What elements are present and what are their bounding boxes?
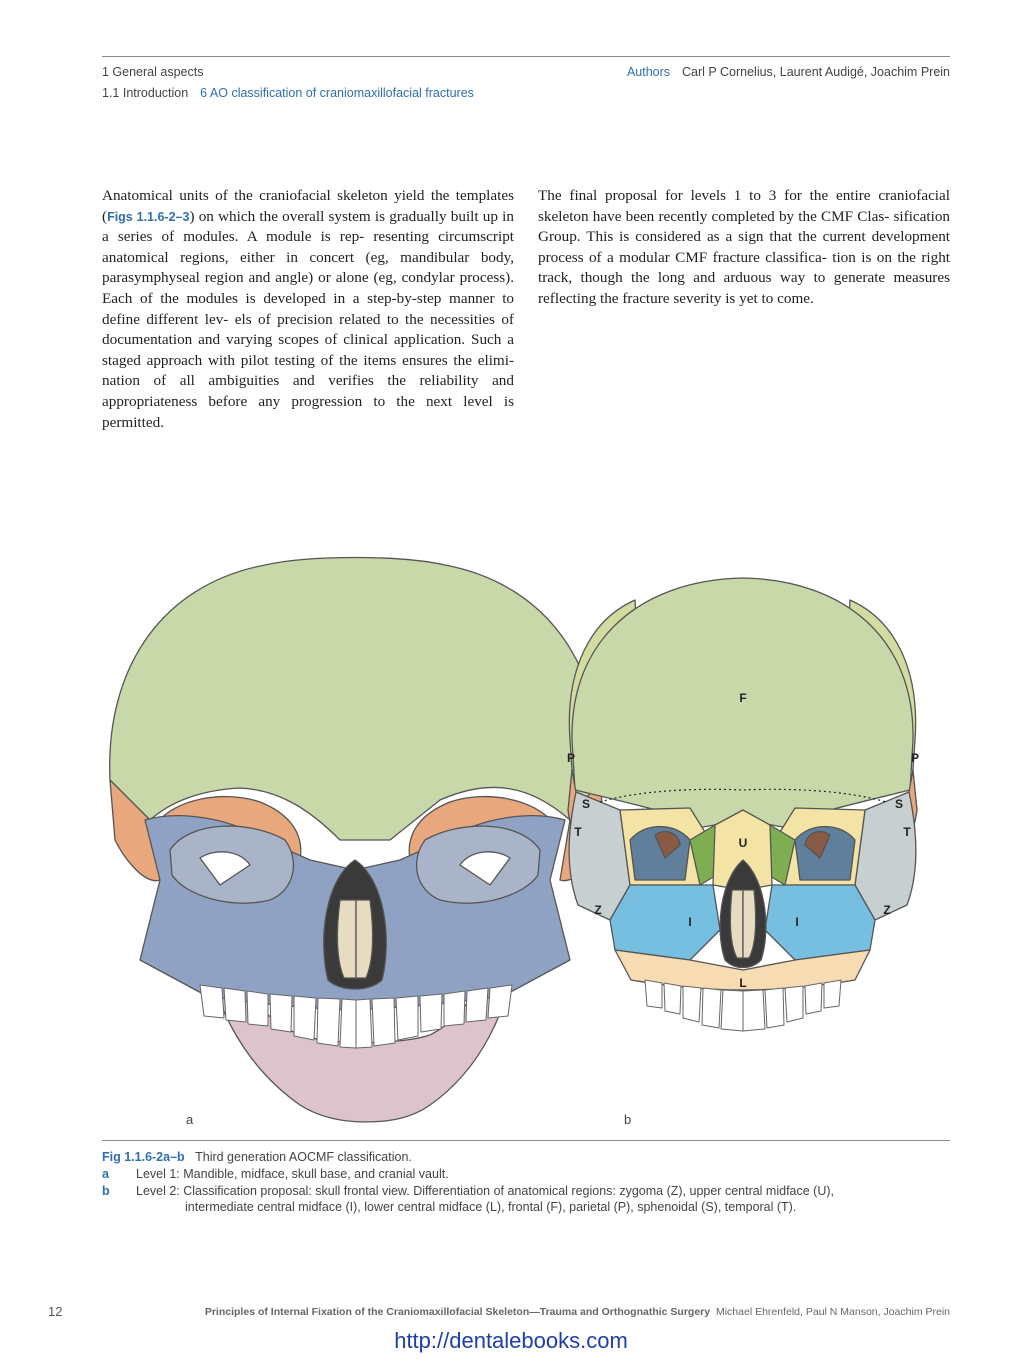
subsection-label: 6 AO classification of craniomaxillofacial fractures [200, 86, 474, 100]
region-label-parietal-left: P [566, 751, 576, 765]
body-line: sification Group. This is considered as a sign that the current [538, 207, 951, 246]
section-label: 1.1 Introduction [102, 86, 189, 100]
panel-label-a: a [186, 1112, 194, 1127]
caption-text-a: Level 1: Mandible, midface, skull base, and cranial vault. [136, 1167, 449, 1181]
body-line: els of precision related to the necessities of documentation [102, 310, 514, 349]
body-line: appropriateness before any progression to the next level is [102, 392, 514, 410]
region-label-zygoma-right: Z [883, 903, 891, 917]
body-line: to come. [761, 289, 814, 307]
panel-label-b: b [624, 1112, 632, 1127]
region-label-intermediate-left: I [688, 915, 692, 929]
body-line: nation of all ambiguities and verifies the reliability and [102, 372, 514, 390]
skull-level1-illustration [110, 558, 605, 1123]
figure-caption-title [102, 1149, 412, 1166]
body-line: developed in a step-by-step manner to define different lev- [102, 289, 515, 328]
body-line: ) on which the overall system is [189, 207, 386, 225]
body-line: or alone (eg, condylar process). Each of the modules is [102, 269, 515, 307]
region-label-temporal-left: T [574, 825, 582, 839]
region-label-parietal-right: P [910, 751, 920, 765]
caption-key-b: b [102, 1184, 110, 1198]
caption-rule [102, 1140, 950, 1141]
header-rule [102, 56, 950, 57]
body-line: and varying scopes of clinical application. Such a staged [102, 331, 515, 369]
region-label-temporal-right: T [903, 825, 911, 839]
body-line: Anatomical units of the craniofacial skeleton yield the [102, 187, 450, 204]
figure-reference-link[interactable]: Figs 1.1.6-2–3 [107, 209, 190, 224]
region-label-upper-central: U [738, 836, 748, 850]
body-line: (eg, mandibular body, parasymphyseal region and angle) [102, 248, 515, 287]
body-line: permitted. [102, 413, 164, 431]
region-label-sphenoid-right: S [894, 797, 904, 811]
body-line: development process of a modular CMF fracture classifica- [538, 228, 951, 266]
body-line: gradually built up in a series of modules. A module is rep- [102, 207, 514, 246]
page-number: 12 [48, 1304, 63, 1319]
region-label-lower-central: L [739, 976, 747, 990]
skull-figure [100, 540, 950, 1130]
body-line: tion is on the right track, though the long and arduous way [538, 248, 951, 287]
authors-names: Carl P Cornelius, Laurent Audigé, Joachim Prein [682, 65, 950, 79]
body-line: resenting circumscript anatomical regions, either in concert [102, 228, 515, 266]
region-label-sphenoid-left: S [581, 797, 591, 811]
region-label-intermediate-right: I [795, 915, 799, 929]
chapter-heading: 1 General aspects [102, 65, 204, 79]
section-breadcrumb [102, 86, 474, 100]
body-left-column [102, 186, 514, 433]
authors-line [627, 65, 950, 79]
body-line: to generate measures reflecting the fracture severity is yet [538, 269, 951, 307]
website-watermark[interactable]: http://dentalebooks.com [394, 1328, 628, 1353]
body-line: skeleton have been recently completed by the CMF Clas- [538, 207, 890, 225]
region-label-zygoma-left: Z [594, 903, 602, 917]
caption-key-a: a [102, 1167, 109, 1181]
caption-text-b: Level 2: Classification proposal: skull frontal view. Differentiation of anatomical regions: zygoma (Z), upper central midface (U), [136, 1184, 834, 1198]
body-right-column [538, 186, 950, 310]
authors-label: Authors [626, 65, 671, 79]
figure-caption-text: Third generation AOCMF classification. [195, 1150, 412, 1164]
footer-book-line [205, 1306, 950, 1318]
region-label-frontal: F [739, 691, 747, 705]
body-line: approach with pilot testing of the items ensures the elimi- [146, 351, 515, 369]
footer-editors: Michael Ehrenfeld, Paul N Manson, Joachim Prein [715, 1306, 950, 1318]
skull-level2-illustration [568, 578, 920, 1031]
body-line: The final proposal for levels 1 to 3 for the entire craniofacial [538, 187, 950, 204]
figure-caption-label: Fig 1.1.6-2a–b [102, 1150, 185, 1164]
footer-book-title: Principles of Internal Fixation of the Craniomaxillofacial Skeleton—Trauma and Orthognathic Surgery [204, 1306, 711, 1318]
body-line: templates ( [102, 187, 514, 225]
caption-text-b-continued: intermediate central midface (I), lower central midface (L), frontal (F), parietal (P), sphenoidal (S), temporal (T). [185, 1200, 797, 1214]
